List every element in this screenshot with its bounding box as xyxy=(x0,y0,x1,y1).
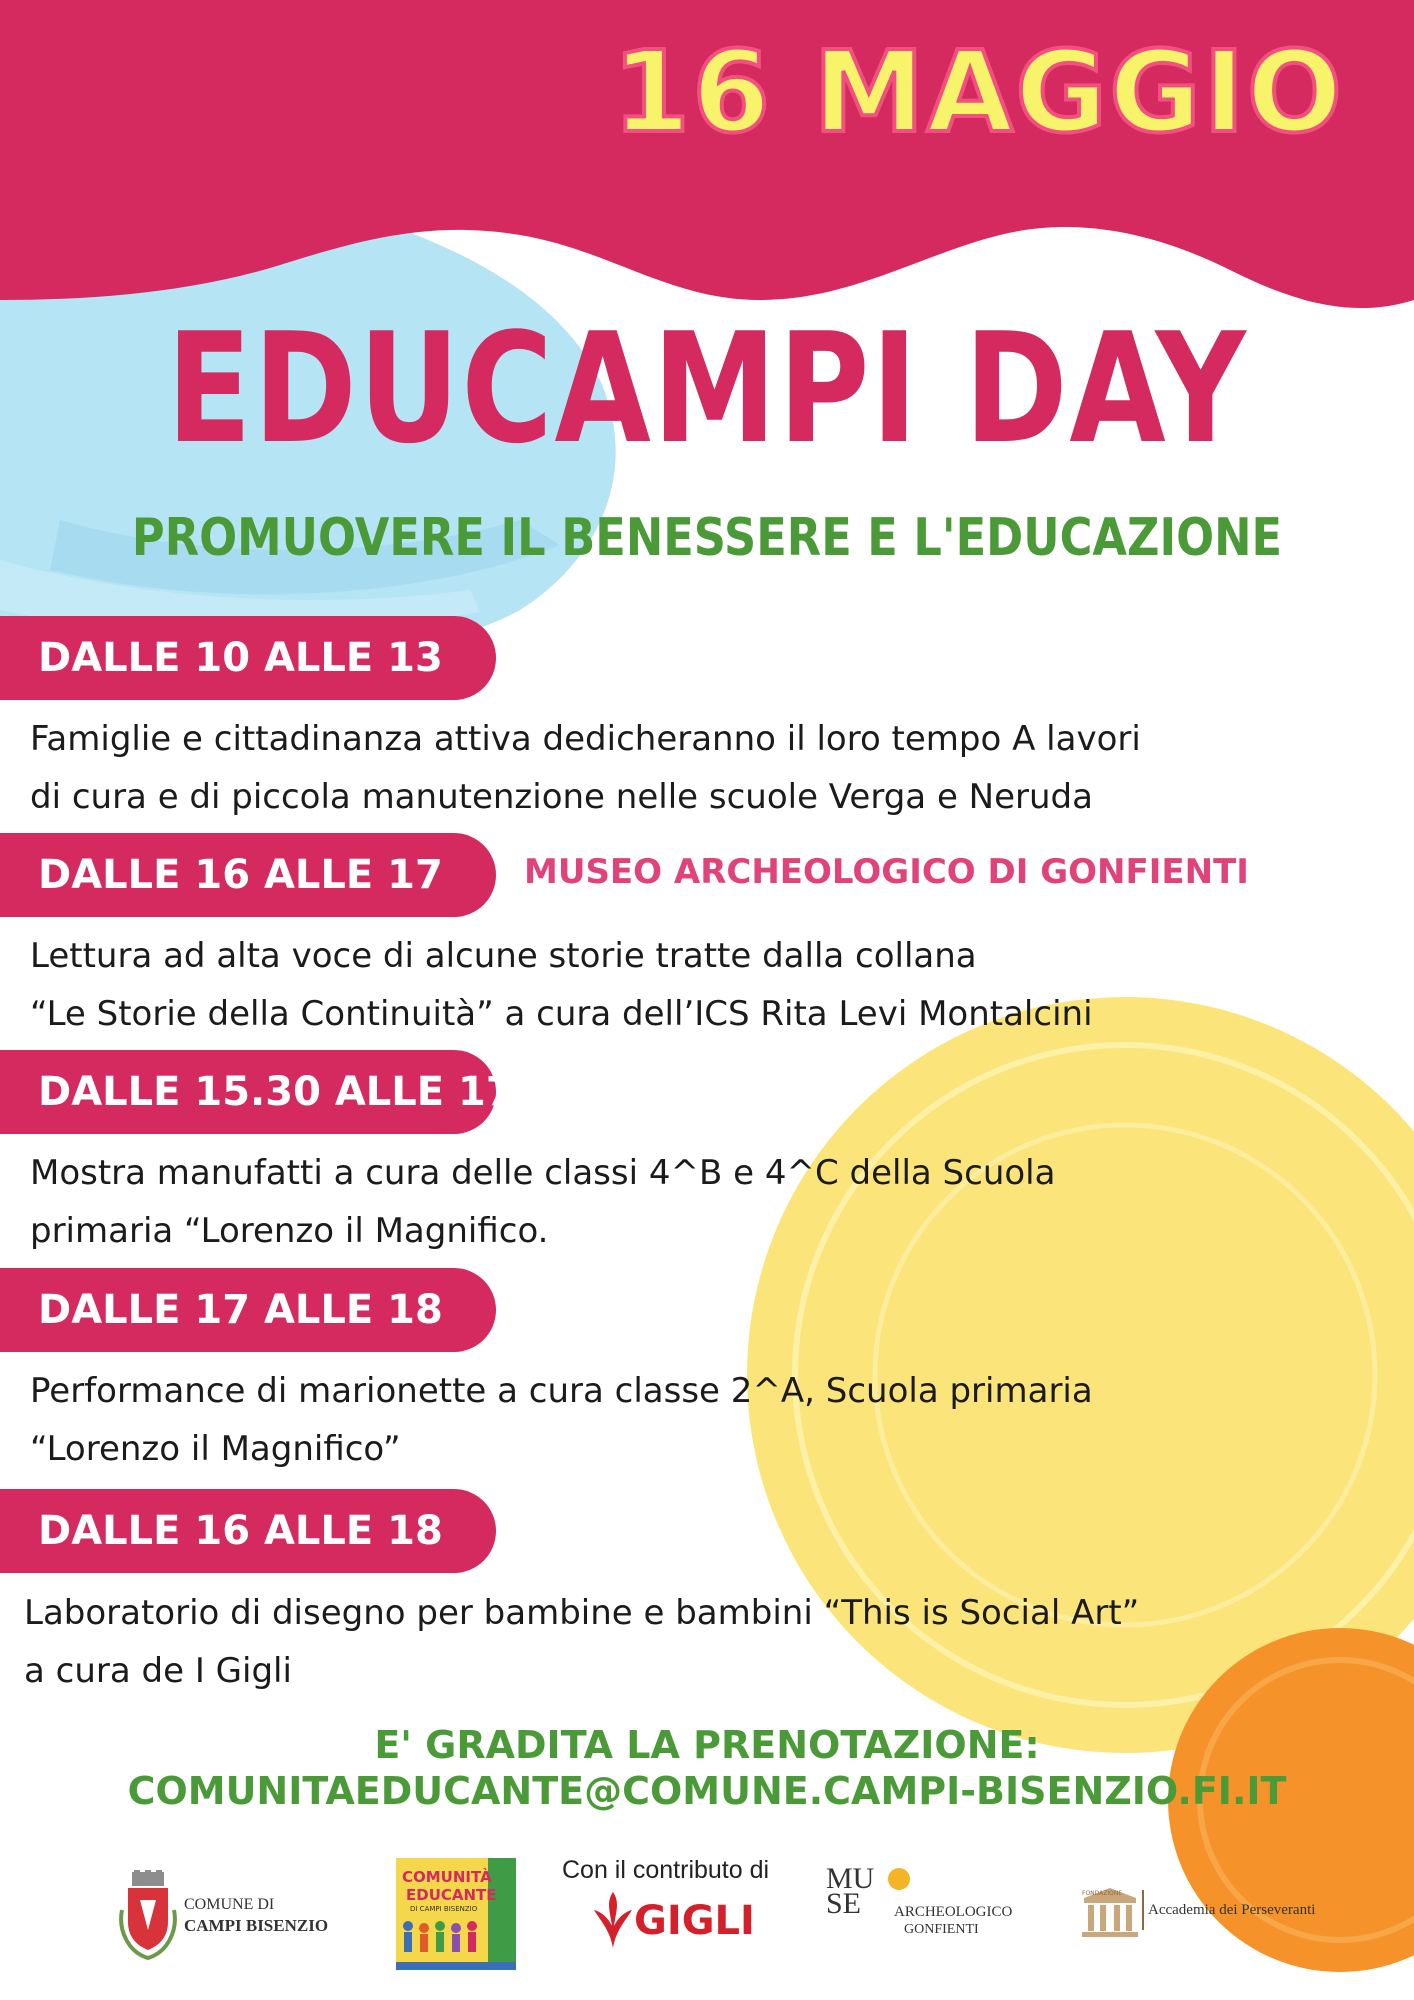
logo-base-bar xyxy=(396,1962,516,1970)
description-line: “Le Storie della Continuità” a cura dell’ICS Rita Levi Montalcini xyxy=(30,994,1093,1034)
time-badge: DALLE 16 ALLE 17 xyxy=(0,833,496,917)
fondazione-logo xyxy=(1080,1886,1316,1946)
lily-flower-icon xyxy=(590,1890,636,1950)
comunita-line1: COMUNITÀ xyxy=(402,1868,492,1886)
description-line: Laboratorio di disegno per bambine e bambini “This is Social Art” xyxy=(24,1593,1140,1633)
contribution-label: Con il contributo di xyxy=(562,1856,770,1884)
booking-info xyxy=(0,1722,1414,1814)
comunita-educante-logo xyxy=(396,1858,516,1970)
muse-line2: GONFIENTI xyxy=(904,1922,979,1937)
fondazione-name: Accademia dei Perseveranti xyxy=(1148,1902,1316,1918)
description-line: “Lorenzo il Magnifico” xyxy=(30,1429,401,1469)
muse-line1: ARCHEOLOGICO xyxy=(894,1904,1013,1920)
logo-stripe xyxy=(488,1858,516,1970)
muse-mark: MUSE xyxy=(826,1862,875,1920)
comune-name-line1: COMUNE DI xyxy=(184,1896,275,1913)
comune-logo xyxy=(118,1870,348,1960)
gigli-wordmark: GIGLI xyxy=(634,1898,755,1944)
event-description xyxy=(30,927,1390,1043)
event-description xyxy=(30,1144,1390,1260)
time-badge: DALLE 16 ALLE 18 xyxy=(0,1489,496,1573)
sun-icon xyxy=(886,1866,912,1892)
time-badge: DALLE 10 ALLE 13 xyxy=(0,616,496,700)
description-line: Performance di marionette a cura classe 2^A, Scuola primaria xyxy=(30,1371,1093,1411)
venue-label: MUSEO ARCHEOLOGICO DI GONFIENTI xyxy=(524,852,1249,892)
gigli-logo xyxy=(590,1888,755,1958)
event-description xyxy=(24,1584,1384,1700)
fondazione-small-label: FONDAZIONE xyxy=(1082,1890,1123,1897)
comunita-line3: DI CAMPI BISENZIO xyxy=(410,1905,478,1913)
coat-of-arms-icon xyxy=(118,1870,178,1960)
logo-divider xyxy=(1142,1890,1144,1930)
event-date: 16 MAGGIO xyxy=(612,28,1344,158)
event-description xyxy=(30,1362,1390,1478)
muse-logo xyxy=(826,1862,1026,1970)
description-line: Lettura ad alta voce di alcune storie tratte dalla collana xyxy=(30,936,977,976)
description-line: Famiglie e cittadinanza attiva dedicheranno il loro tempo A lavori xyxy=(30,719,1141,759)
event-description xyxy=(30,710,1390,826)
time-badge: DALLE 15.30 ALLE 17 xyxy=(0,1050,496,1134)
description-line: a cura de I Gigli xyxy=(24,1651,292,1691)
description-line: di cura e di piccola manutenzione nelle scuole Verga e Neruda xyxy=(30,777,1093,817)
people-icon xyxy=(400,1918,490,1958)
description-line: Mostra manufatti a cura delle classi 4^B e 4^C della Scuola xyxy=(30,1153,1056,1193)
event-subtitle: PROMUOVERE IL BENESSERE E L'EDUCAZIONE xyxy=(131,508,1283,568)
event-title: EDUCAMPI DAY xyxy=(166,300,1248,477)
time-badge: DALLE 17 ALLE 18 xyxy=(0,1268,496,1352)
comunita-line2: EDUCANTE xyxy=(406,1886,497,1904)
booking-email[interactable]: COMUNITAEDUCANTE@COMUNE.CAMPI-BISENZIO.FI.IT xyxy=(127,1769,1287,1813)
booking-label: E' GRADITA LA PRENOTAZIONE: xyxy=(374,1723,1040,1767)
comune-name-line2: CAMPI BISENZIO xyxy=(184,1916,329,1935)
description-line: primaria “Lorenzo il Magnifico. xyxy=(30,1211,549,1251)
